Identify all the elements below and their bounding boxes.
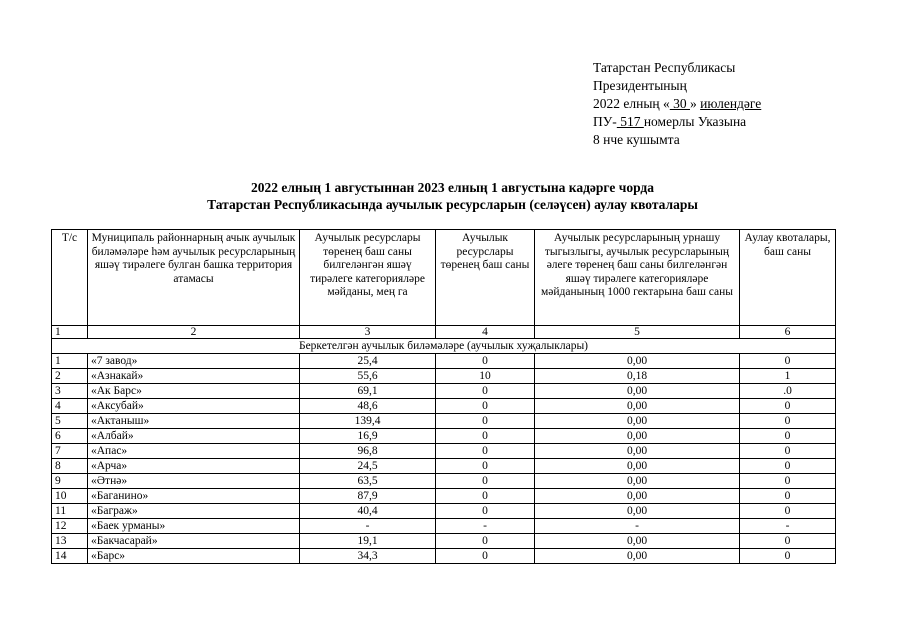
header-quota: Аулау квоталары, баш саны xyxy=(740,230,836,326)
document-title xyxy=(0,179,905,213)
row-territory: «Аксубай» xyxy=(88,399,300,414)
row-area: 55,6 xyxy=(300,369,436,384)
note-line-5: 8 нче кушымта xyxy=(593,132,680,147)
column-number: 5 xyxy=(535,326,740,339)
row-quota: - xyxy=(740,519,836,534)
row-number: 8 xyxy=(52,459,88,474)
row-area: 87,9 xyxy=(300,489,436,504)
table-row xyxy=(52,534,836,549)
row-quota: 0 xyxy=(740,354,836,369)
row-density: - xyxy=(535,519,740,534)
table-row xyxy=(52,549,836,564)
row-area: 24,5 xyxy=(300,459,436,474)
row-area: 40,4 xyxy=(300,504,436,519)
row-territory: «Әтнә» xyxy=(88,474,300,489)
appendix-note xyxy=(593,59,761,149)
row-count: 0 xyxy=(436,474,535,489)
note-line-3 xyxy=(593,95,761,113)
row-count: - xyxy=(436,519,535,534)
header-number: Т/с xyxy=(52,230,88,326)
row-count: 0 xyxy=(436,429,535,444)
row-quota: 0 xyxy=(740,489,836,504)
row-density: 0,00 xyxy=(535,534,740,549)
row-territory: «Актаныш» xyxy=(88,414,300,429)
column-number: 6 xyxy=(740,326,836,339)
row-area: 63,5 xyxy=(300,474,436,489)
row-density: 0,00 xyxy=(535,459,740,474)
row-area: - xyxy=(300,519,436,534)
row-area: 16,9 xyxy=(300,429,436,444)
row-number: 4 xyxy=(52,399,88,414)
row-area: 96,8 xyxy=(300,444,436,459)
table-row xyxy=(52,489,836,504)
row-density: 0,00 xyxy=(535,384,740,399)
column-number: 2 xyxy=(88,326,300,339)
row-quota: 0 xyxy=(740,534,836,549)
quota-table xyxy=(51,229,836,564)
row-quota: 0 xyxy=(740,474,836,489)
row-area: 69,1 xyxy=(300,384,436,399)
column-number: 3 xyxy=(300,326,436,339)
table-row xyxy=(52,519,836,534)
row-territory: «Баек урманы» xyxy=(88,519,300,534)
note-decree-prefix: ПУ- xyxy=(593,114,617,129)
row-density: 0,00 xyxy=(535,504,740,519)
column-number-row xyxy=(52,326,836,339)
note-date-day: 30 xyxy=(669,96,690,111)
row-count: 0 xyxy=(436,534,535,549)
row-quota: .0 xyxy=(740,384,836,399)
row-territory: «Барс» xyxy=(88,549,300,564)
note-line-4 xyxy=(593,113,761,131)
row-number: 14 xyxy=(52,549,88,564)
row-density: 0,00 xyxy=(535,474,740,489)
header-density: Аучылык ресурсларының урнашу тыгызлыгы, аучылык ресурсларының әлеге төренең баш саны билгеләнгән яшәү тирәлеге категорияләре мәйданының 1000 гектарына баш саны xyxy=(535,230,740,326)
row-count: 0 xyxy=(436,489,535,504)
row-territory: «Баганино» xyxy=(88,489,300,504)
row-territory: «Баграж» xyxy=(88,504,300,519)
table-row xyxy=(52,504,836,519)
row-quota: 0 xyxy=(740,549,836,564)
row-number: 7 xyxy=(52,444,88,459)
row-number: 9 xyxy=(52,474,88,489)
row-number: 5 xyxy=(52,414,88,429)
row-density: 0,00 xyxy=(535,444,740,459)
header-count: Аучылык ресурслары төренең баш саны xyxy=(436,230,535,326)
row-territory: «Арча» xyxy=(88,459,300,474)
row-quota: 0 xyxy=(740,429,836,444)
row-count: 0 xyxy=(436,459,535,474)
row-number: 10 xyxy=(52,489,88,504)
row-density: 0,00 xyxy=(535,549,740,564)
section-title: Беркетелгән аучылык биләмәләре (аучылык хуҗалыклары) xyxy=(52,339,836,354)
header-area: Аучылык ресурслары төренең баш саны билгеләнгән яшәү тирәлеге категорияләре мәйданы, мең га xyxy=(300,230,436,326)
row-count: 10 xyxy=(436,369,535,384)
row-density: 0,18 xyxy=(535,369,740,384)
table-row xyxy=(52,384,836,399)
title-line-1: 2022 елның 1 августыннан 2023 елның 1 августына кадәрге чорда xyxy=(250,180,655,195)
section-row xyxy=(52,339,836,354)
row-territory: «Бакчасарай» xyxy=(88,534,300,549)
note-line-1: Татарстан Республикасы xyxy=(593,60,736,75)
table-row xyxy=(52,354,836,369)
row-area: 34,3 xyxy=(300,549,436,564)
row-count: 0 xyxy=(436,504,535,519)
row-density: 0,00 xyxy=(535,354,740,369)
row-density: 0,00 xyxy=(535,399,740,414)
note-decree-number: 517 xyxy=(616,114,644,129)
table-row xyxy=(52,429,836,444)
row-area: 25,4 xyxy=(300,354,436,369)
row-quota: 0 xyxy=(740,399,836,414)
row-number: 13 xyxy=(52,534,88,549)
table-row xyxy=(52,414,836,429)
row-density: 0,00 xyxy=(535,489,740,504)
table-row xyxy=(52,474,836,489)
row-quota: 0 xyxy=(740,459,836,474)
header-territory: Муниципаль районнарның ачык аучылык биләмәләре һәм аучылык ресурсларының яшәү тирәлеге булган башка территория атамасы xyxy=(88,230,300,326)
row-count: 0 xyxy=(436,414,535,429)
row-count: 0 xyxy=(436,399,535,414)
row-quota: 0 xyxy=(740,444,836,459)
row-quota: 0 xyxy=(740,414,836,429)
row-number: 3 xyxy=(52,384,88,399)
row-quota: 0 xyxy=(740,504,836,519)
row-density: 0,00 xyxy=(535,429,740,444)
row-number: 11 xyxy=(52,504,88,519)
row-territory: «7 завод» xyxy=(88,354,300,369)
table-row xyxy=(52,459,836,474)
note-date-mid: » xyxy=(690,96,701,111)
note-line-2: Президентының xyxy=(593,78,687,93)
column-number: 4 xyxy=(436,326,535,339)
table-row xyxy=(52,444,836,459)
row-territory: «Албай» xyxy=(88,429,300,444)
row-number: 1 xyxy=(52,354,88,369)
table-row xyxy=(52,369,836,384)
note-date-month: июлендәге xyxy=(700,96,762,111)
header-row xyxy=(52,230,836,326)
row-area: 48,6 xyxy=(300,399,436,414)
row-territory: «Азнакай» xyxy=(88,369,300,384)
row-territory: «Апас» xyxy=(88,444,300,459)
title-line-2: Татарстан Республикасында аучылык ресурсларын (селәүсен) аулау квоталары xyxy=(207,197,698,212)
row-count: 0 xyxy=(436,549,535,564)
note-decree-suffix: номерлы Указына xyxy=(643,114,747,129)
row-density: 0,00 xyxy=(535,414,740,429)
row-count: 0 xyxy=(436,444,535,459)
row-area: 19,1 xyxy=(300,534,436,549)
row-territory: «Ак Барс» xyxy=(88,384,300,399)
row-area: 139,4 xyxy=(300,414,436,429)
row-quota: 1 xyxy=(740,369,836,384)
column-number: 1 xyxy=(52,326,88,339)
row-number: 6 xyxy=(52,429,88,444)
table-row xyxy=(52,399,836,414)
row-number: 2 xyxy=(52,369,88,384)
row-count: 0 xyxy=(436,354,535,369)
note-date-prefix: 2022 елның « xyxy=(593,96,670,111)
row-number: 12 xyxy=(52,519,88,534)
row-count: 0 xyxy=(436,384,535,399)
